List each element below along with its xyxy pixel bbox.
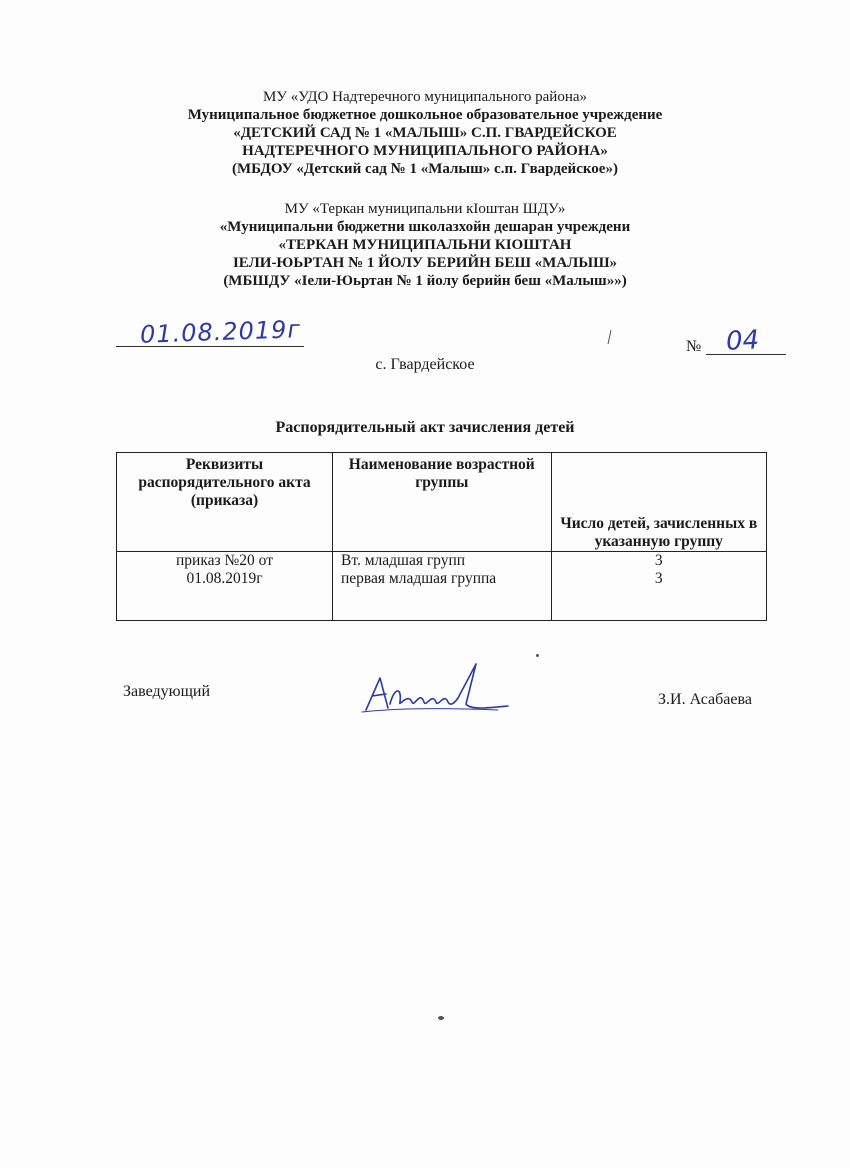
head-name: З.И. Асабаева xyxy=(658,691,752,708)
header-institution-type-ru: Муниципальное бюджетное дошкольное образовательное учреждение xyxy=(187,107,663,123)
date-handwritten: 01.08.2019г xyxy=(139,315,302,349)
header-district-ru: НАДТЕРЕЧНОГО МУНИЦИПАЛЬНОГО РАЙОНА» xyxy=(242,143,608,159)
head-role: Заведующий xyxy=(123,683,211,700)
header-abbrev-ce: (МБШДУ «Iели-Юьртан № 1 йолу берийн беш «Малыш»») xyxy=(223,273,627,289)
header-district-ce: «ТЕРКАН МУНИЦИПАЛЬНИ КIОШТАН xyxy=(278,237,572,253)
ink-speck xyxy=(438,1016,444,1020)
number-underline xyxy=(706,354,786,355)
date-underline xyxy=(116,346,304,347)
number-handwritten: 04 xyxy=(725,325,760,357)
header-abbrev-ru: (МБДОУ «Детский сад № 1 «Малыш» с.п. Гвардейское») xyxy=(232,161,618,177)
signature xyxy=(358,658,518,723)
table-row xyxy=(117,552,767,621)
cell-groups: Вт. младшая групп первая младшая группа xyxy=(333,552,552,621)
header-order-details: Реквизиты распорядительного акта (приказа) xyxy=(117,453,333,552)
header-ministry-ce: МУ «Теркан муниципальни кIоштан ШДУ» xyxy=(284,201,566,217)
header-institution-name-ru: «ДЕТСКИЙ САД № 1 «МАЛЫШ» С.П. ГВАРДЕЙСКОЕ xyxy=(233,125,617,141)
header-ministry-ru: МУ «УДО Надтеречного муниципального района» xyxy=(262,89,588,105)
header-institution-name-ce: IЕЛИ-ЮЬРТАН № 1 ЙОЛУ БЕРИЙН БЕШ «МАЛЫШ» xyxy=(232,255,618,271)
number-label: № xyxy=(686,338,702,355)
pen-mark xyxy=(608,330,612,344)
village-name: с. Гвардейское xyxy=(375,356,475,373)
header-group-name: Наименование возрастной группы xyxy=(333,453,552,552)
cell-order: приказ №20 от 01.08.2019г xyxy=(117,552,333,621)
header-children-count: Число детей, зачисленных в указанную группу xyxy=(551,453,766,552)
enrollment-table xyxy=(116,452,767,621)
cell-counts: 3 3 xyxy=(551,552,766,621)
header-institution-type-ce: «Муниципальни бюджетни школазхойн дешаран учреждени xyxy=(219,219,631,235)
table-header-row xyxy=(117,453,767,552)
ink-speck xyxy=(536,654,539,657)
act-title: Распорядительный акт зачисления детей xyxy=(275,419,575,436)
